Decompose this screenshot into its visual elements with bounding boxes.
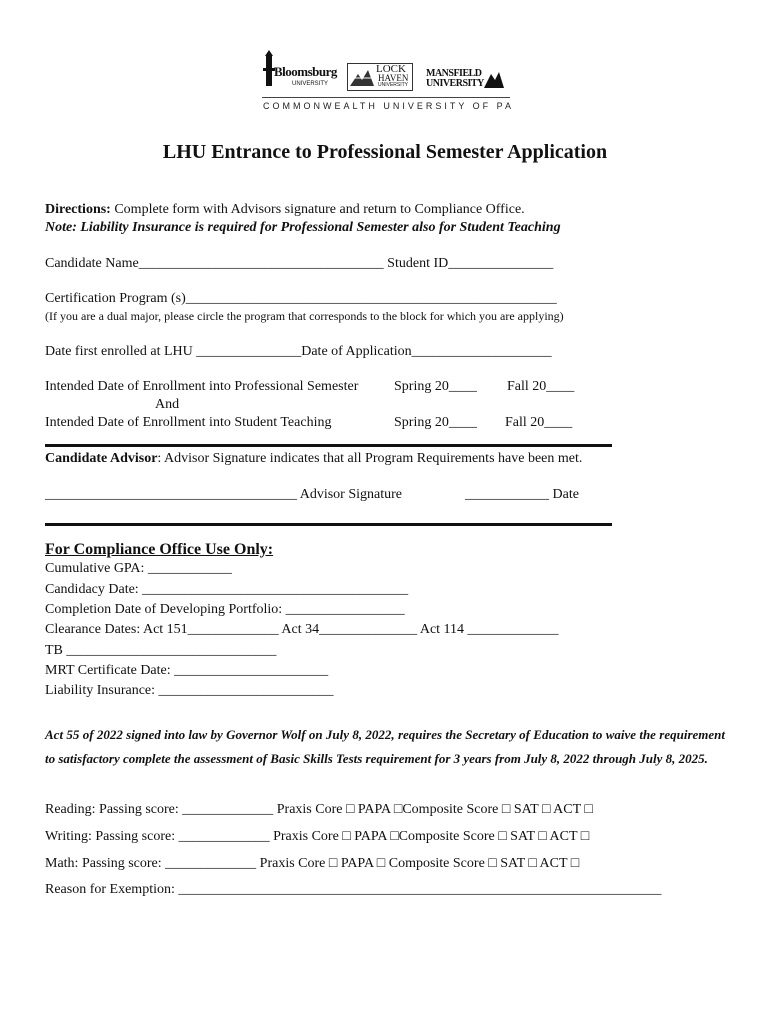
cumulative-gpa-field[interactable]: Cumulative GPA: ____________	[45, 561, 232, 576]
directions-text: Complete form with Advisors signature and return to Compliance Office.	[110, 202, 525, 217]
candidacy-date-field[interactable]: Candidacy Date: ______________________________________	[45, 582, 409, 597]
and-label: And	[155, 397, 180, 412]
section-divider-bottom	[45, 523, 612, 526]
compliance-heading: For Compliance Office Use Only:	[45, 541, 274, 558]
logo-lock-text: LOCK	[376, 63, 406, 75]
logo-lock-haven	[347, 63, 413, 91]
candidate-advisor-label: Candidate Advisor	[45, 451, 158, 466]
candidate-advisor-line	[45, 451, 582, 467]
candidate-name-field[interactable]: Candidate Name___________________________________ Student ID_______________	[45, 256, 554, 271]
advisor-signature-field[interactable]: ____________________________________ Advisor Signature	[45, 487, 402, 502]
clearance-dates-field[interactable]: Clearance Dates: Act 151_____________ Act 34______________ Act 114 _____________	[45, 622, 559, 637]
reading-score-row[interactable]: Reading: Passing score: _____________ Praxis Core □ PAPA □Composite Score □ SAT □ ACT □	[45, 802, 593, 817]
liability-insurance-field[interactable]: Liability Insurance: _________________________	[45, 683, 334, 698]
math-score-row[interactable]: Math: Passing score: _____________ Praxis Core □ PAPA □ Composite Score □ SAT □ ACT □	[45, 856, 580, 871]
directions-label: Directions:	[45, 202, 111, 217]
logo-bloomsburg-sub: UNIVERSITY	[292, 81, 329, 87]
portfolio-date-field[interactable]: Completion Date of Developing Portfolio: _________________	[45, 602, 405, 617]
tb-field[interactable]: TB ______________________________	[45, 643, 277, 658]
intended-st-fall[interactable]: Fall 20____	[505, 415, 573, 430]
intended-st-label: Intended Date of Enrollment into Student Teaching	[45, 415, 332, 430]
mansfield-mountain-icon	[484, 70, 504, 88]
advisor-date-field[interactable]: ____________ Date	[465, 487, 579, 502]
logo-mansfield-text: MANSFIELD	[426, 68, 482, 79]
header-divider	[262, 97, 510, 98]
commonwealth-label: COMMONWEALTH UNIVERSITY OF PA	[263, 101, 515, 111]
act55-paragraph: Act 55 of 2022 signed into law by Governor Wolf on July 8, 2022, requires the Secretary of Education to waive the requirement to satisfactory complete the assessment of Basic Skills Tests requirement for 3 years from July 8, 2022 through July 8, 2025.	[45, 727, 725, 766]
logo-bloomsburg	[262, 50, 340, 94]
dual-major-note: (If you are a dual major, please circle the program that corresponds to the block for which you are applying)	[45, 309, 564, 323]
certification-program-field[interactable]: Certification Program (s)_____________________________________________________	[45, 291, 557, 306]
lock-haven-emblem-icon	[350, 66, 374, 88]
directions-note: Note: Liability Insurance is required for Professional Semester also for Student Teaching	[45, 220, 561, 235]
logo-lock-sub: UNIVERSITY	[378, 82, 409, 88]
section-divider-top	[45, 444, 612, 447]
date-enrolled-field[interactable]: Date first enrolled at LHU _______________Date of Application____________________	[45, 344, 552, 359]
logo-mansfield-sub: UNIVERSITY	[426, 78, 484, 89]
logo-haven-text: HAVEN	[378, 73, 409, 83]
logo-bloomsburg-text: Bloomsburg	[274, 64, 337, 79]
directions	[45, 202, 525, 218]
candidate-advisor-text: : Advisor Signature indicates that all Program Requirements have been met.	[157, 451, 583, 466]
intended-prof-fall[interactable]: Fall 20____	[507, 379, 575, 394]
reason-exemption-field[interactable]: Reason for Exemption: _____________________________________________________________________	[45, 882, 662, 897]
page-title: LHU Entrance to Professional Semester Application	[162, 141, 608, 163]
intended-prof-spring[interactable]: Spring 20____	[394, 379, 477, 394]
intended-prof-label: Intended Date of Enrollment into Professional Semester	[45, 379, 359, 394]
mrt-certificate-field[interactable]: MRT Certificate Date: ______________________	[45, 663, 329, 678]
intended-st-spring[interactable]: Spring 20____	[394, 415, 477, 430]
writing-score-row[interactable]: Writing: Passing score: _____________ Praxis Core □ PAPA □Composite Score □ SAT □ ACT □	[45, 829, 590, 844]
logo-mansfield	[426, 68, 506, 90]
